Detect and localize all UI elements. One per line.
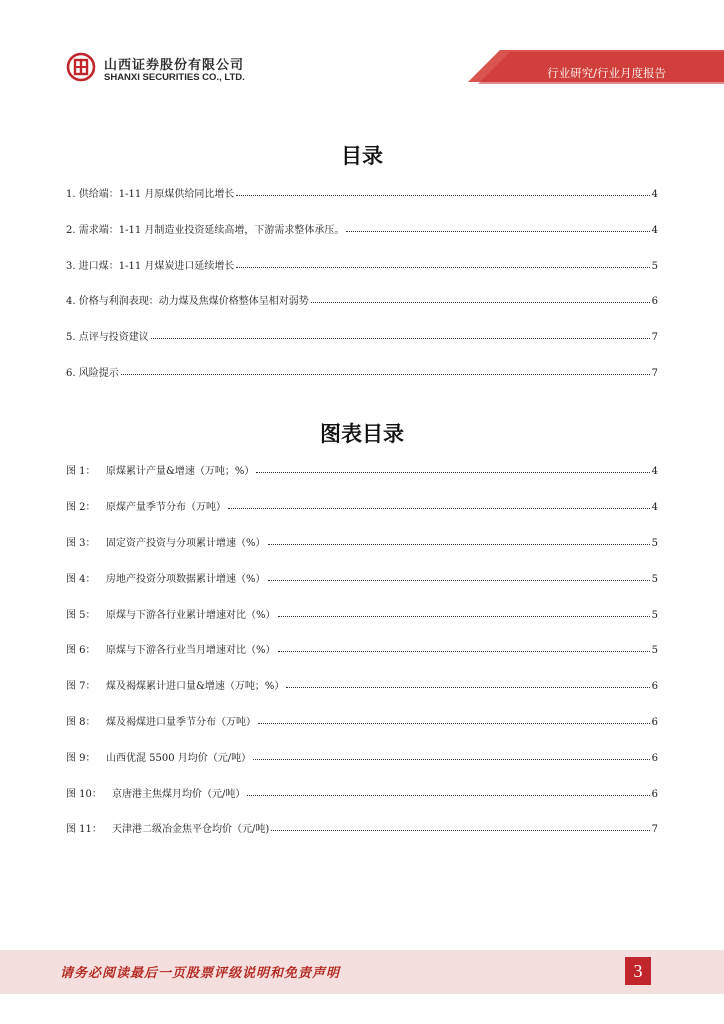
toc-entry-number: 2. — [66, 225, 76, 236]
figure-entry[interactable] — [66, 678, 658, 694]
figure-entry[interactable] — [66, 463, 658, 479]
report-type-label: 行业研究/行业月度报告 — [547, 66, 666, 80]
dot-leader — [346, 221, 649, 232]
toc-entry-number: 1. — [66, 189, 76, 200]
figure-entry-number: 图 4： — [66, 574, 96, 585]
figure-entry-label: 京唐港主焦煤月均价（元/吨） — [112, 789, 246, 800]
figure-entry-page: 4 — [651, 502, 658, 513]
figure-entry-number: 图 11： — [66, 824, 102, 835]
figure-entry-label: 煤及褐煤累计进口量&增速（万吨；%） — [106, 681, 285, 692]
figure-entry-number: 图 2： — [66, 502, 96, 513]
figures-title: 图表目录 — [320, 422, 404, 446]
dot-leader — [286, 677, 649, 688]
toc-entry-number: 6. — [66, 368, 76, 379]
figure-entry-label: 原煤产量季节分布（万吨） — [106, 502, 226, 513]
toc-entry-page: 5 — [651, 261, 658, 272]
figure-entry-page: 6 — [651, 753, 658, 764]
figure-entry-page: 5 — [651, 538, 658, 549]
toc-entry-page: 6 — [651, 296, 658, 307]
toc-entry-label: 点评与投资建议 — [78, 332, 149, 343]
figure-entry-number: 图 9： — [66, 753, 96, 764]
figure-entry-page: 5 — [651, 574, 658, 585]
figure-entry[interactable] — [66, 535, 658, 551]
toc-entry-page: 7 — [651, 368, 658, 379]
dot-leader — [247, 785, 649, 796]
figure-entry[interactable] — [66, 786, 658, 802]
figure-entry-page: 5 — [651, 610, 658, 621]
figure-entry[interactable] — [66, 750, 658, 766]
figure-entry-label: 煤及褐煤进口量季节分布（万吨） — [106, 717, 256, 728]
figure-entry[interactable] — [66, 642, 658, 658]
toc-entry-label: 价格与利润表现：动力煤及焦煤价格整体呈相对弱势 — [78, 296, 309, 307]
figure-entry-label: 原煤与下游各行业累计增速对比（%） — [106, 610, 276, 621]
figure-entry-number: 图 7： — [66, 681, 96, 692]
company-name-en: SHANXI SECURITIES CO., LTD. — [104, 72, 245, 83]
figure-entry-page: 4 — [651, 466, 658, 477]
figure-entry[interactable] — [66, 607, 658, 623]
dot-leader — [228, 498, 650, 509]
shanxi-securities-logo-icon — [66, 52, 96, 82]
figure-entry-number: 图 1： — [66, 466, 96, 477]
figure-entry-number: 图 8： — [66, 717, 96, 728]
figure-entry-label: 山西优混 5500 月均价（元/吨） — [106, 753, 252, 764]
figure-entry[interactable] — [66, 571, 658, 587]
figure-entry-number: 图 3： — [66, 538, 96, 549]
dot-leader — [271, 820, 649, 831]
figure-entry[interactable] — [66, 821, 658, 837]
toc-entry-label: 需求端：1-11 月制造业投资延续高增，下游需求整体承压。 — [78, 225, 345, 236]
figure-entry-label: 原煤累计产量&增速（万吨；%） — [106, 466, 255, 477]
figure-entry-label: 天津港二级冶金焦平仓均价（元/吨) — [112, 824, 270, 835]
figure-entry-label: 原煤与下游各行业当月增速对比（%） — [106, 645, 276, 656]
toc-entry-number: 3. — [66, 261, 76, 272]
dot-leader — [258, 713, 650, 724]
figure-entry-number: 图 6： — [66, 645, 96, 656]
dot-leader — [311, 292, 650, 303]
toc-entry[interactable] — [66, 329, 658, 345]
page-header — [0, 0, 724, 96]
toc-entry[interactable] — [66, 186, 658, 202]
dot-leader — [236, 257, 649, 268]
toc-entry-label: 供给端：1-11 月原煤供给同比增长 — [78, 189, 235, 200]
toc-entry[interactable] — [66, 293, 658, 309]
toc-entry-number: 5. — [66, 332, 76, 343]
figure-entry-page: 6 — [651, 717, 658, 728]
toc-entry-page: 4 — [651, 225, 658, 236]
dot-leader — [253, 749, 649, 760]
figure-entry-label: 房地产投资分项数据累计增速（%） — [106, 574, 266, 585]
dot-leader — [268, 534, 650, 545]
figure-entry-number: 图 5： — [66, 610, 96, 621]
figure-entry-page: 6 — [651, 681, 658, 692]
dot-leader — [278, 606, 650, 617]
toc-entry-page: 7 — [651, 332, 658, 343]
toc-entry-label: 进口煤：1-11 月煤炭进口延续增长 — [78, 261, 235, 272]
dot-leader — [151, 328, 650, 339]
toc-entry[interactable] — [66, 365, 658, 381]
dot-leader — [278, 641, 650, 652]
figure-entry[interactable] — [66, 499, 658, 515]
toc-entry-number: 4. — [66, 296, 76, 307]
toc-entry-page: 4 — [651, 189, 658, 200]
figure-entry-label: 固定资产投资与分项累计增速（%） — [106, 538, 266, 549]
dot-leader — [256, 462, 649, 473]
toc-entry[interactable] — [66, 258, 658, 274]
figure-entry-number: 图 10： — [66, 789, 102, 800]
figure-entry-page: 5 — [651, 645, 658, 656]
figure-entry-page: 6 — [651, 789, 658, 800]
toc-entry-label: 风险提示 — [78, 368, 119, 379]
toc-title: 目录 — [341, 144, 383, 168]
footer-disclaimer[interactable]: 请务必阅读最后一页股票评级说明和免责声明 — [60, 966, 341, 981]
page-number: 3 — [625, 957, 651, 985]
figure-entry-page: 7 — [651, 824, 658, 835]
figure-entry[interactable] — [66, 714, 658, 730]
toc-entry[interactable] — [66, 222, 658, 238]
dot-leader — [268, 570, 650, 581]
dot-leader — [236, 185, 649, 196]
company-name-cn: 山西证券股份有限公司 — [104, 58, 245, 73]
dot-leader — [121, 364, 650, 375]
